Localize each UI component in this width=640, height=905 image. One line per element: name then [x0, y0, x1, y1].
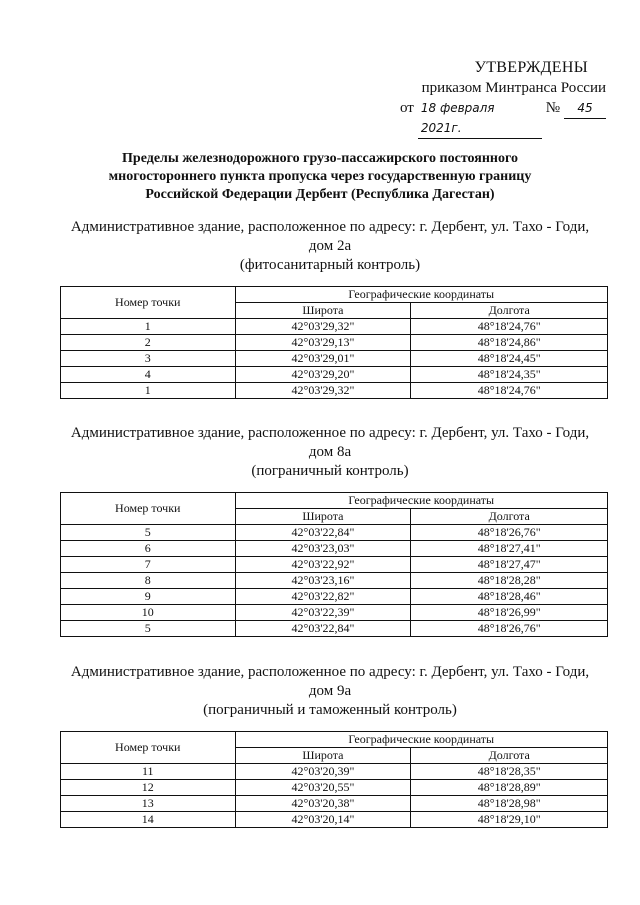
- latitude-cell: 42°03'22,84": [235, 621, 411, 637]
- longitude-cell: 48°18'24,86": [411, 335, 608, 351]
- point-cell: 7: [61, 557, 236, 573]
- table-row: [61, 796, 608, 812]
- point-cell: 9: [61, 589, 236, 605]
- longitude-cell: 48°18'28,46": [411, 589, 608, 605]
- approval-order-line: приказом Минтранса России: [421, 80, 606, 96]
- section-2-address: Административное здание, расположенное по адресу: г. Дербент, ул. Тахо - Годи,: [70, 425, 590, 441]
- table-row: [61, 319, 608, 335]
- point-cell: 1: [61, 319, 236, 335]
- latitude-cell: 42°03'29,32": [235, 383, 411, 399]
- col-geo-coordinates: Географические координаты: [235, 287, 607, 303]
- latitude-cell: 42°03'22,92": [235, 557, 411, 573]
- latitude-cell: 42°03'29,01": [235, 351, 411, 367]
- table-row: [61, 812, 608, 828]
- point-cell: 10: [61, 605, 236, 621]
- table-row: [61, 525, 608, 541]
- section-2-house: дом 8а: [308, 444, 352, 460]
- point-cell: 13: [61, 796, 236, 812]
- longitude-cell: 48°18'28,35": [411, 764, 608, 780]
- title-line-1: Пределы железнодорожного грузо-пассажирского постоянного: [122, 151, 518, 166]
- latitude-cell: 42°03'29,32": [235, 319, 411, 335]
- longitude-cell: 48°18'27,41": [411, 541, 608, 557]
- latitude-cell: 42°03'20,14": [235, 812, 411, 828]
- point-cell: 3: [61, 351, 236, 367]
- col-point-number: Номер точки: [61, 732, 236, 764]
- table-row: [61, 780, 608, 796]
- col-geo-coordinates: Географические координаты: [235, 732, 607, 748]
- point-cell: 5: [61, 525, 236, 541]
- approval-block: [400, 58, 620, 139]
- table-row: [61, 573, 608, 589]
- latitude-cell: 42°03'23,03": [235, 541, 411, 557]
- table-row: [61, 605, 608, 621]
- from-prefix: от: [400, 100, 414, 116]
- point-cell: 2: [61, 335, 236, 351]
- table-row: [61, 351, 608, 367]
- col-geo-coordinates: Географические координаты: [235, 493, 607, 509]
- approval-heading: УТВЕРЖДЕНЫ: [474, 59, 588, 76]
- title-line-2: многостороннего пункта пропуска через государственную границу: [108, 169, 532, 184]
- latitude-cell: 42°03'20,55": [235, 780, 411, 796]
- latitude-cell: 42°03'29,20": [235, 367, 411, 383]
- longitude-cell: 48°18'24,35": [411, 367, 608, 383]
- section-1-control-type: (фитосанитарный контроль): [239, 257, 421, 273]
- longitude-cell: 48°18'27,47": [411, 557, 608, 573]
- longitude-cell: 48°18'26,76": [411, 621, 608, 637]
- col-latitude: Широта: [235, 303, 411, 319]
- section-3-heading: [50, 663, 610, 720]
- col-longitude: Долгота: [411, 509, 608, 525]
- table-row: [61, 589, 608, 605]
- longitude-cell: 48°18'29,10": [411, 812, 608, 828]
- point-cell: 5: [61, 621, 236, 637]
- title-line-3: Российской Федерации Дербент (Республика Дагестан): [145, 187, 495, 202]
- point-cell: 6: [61, 541, 236, 557]
- point-cell: 12: [61, 780, 236, 796]
- section-1-address: Административное здание, расположенное по адресу: г. Дербент, ул. Тахо - Годи,: [70, 219, 590, 235]
- point-cell: 1: [61, 383, 236, 399]
- point-cell: 14: [61, 812, 236, 828]
- latitude-cell: 42°03'22,39": [235, 605, 411, 621]
- longitude-cell: 48°18'24,76": [411, 383, 608, 399]
- section-2-control-type: (пограничный контроль): [251, 463, 409, 479]
- col-point-number: Номер точки: [61, 287, 236, 319]
- longitude-cell: 48°18'24,76": [411, 319, 608, 335]
- longitude-cell: 48°18'26,76": [411, 525, 608, 541]
- longitude-cell: 48°18'28,98": [411, 796, 608, 812]
- table-row: [61, 335, 608, 351]
- table-row: [61, 621, 608, 637]
- section-1-house: дом 2а: [308, 238, 352, 254]
- latitude-cell: 42°03'23,16": [235, 573, 411, 589]
- latitude-cell: 42°03'20,39": [235, 764, 411, 780]
- longitude-cell: 48°18'26,99": [411, 605, 608, 621]
- table-row: [61, 557, 608, 573]
- handwritten-date: 18 февраля 2021г.: [418, 98, 542, 139]
- longitude-cell: 48°18'28,89": [411, 780, 608, 796]
- latitude-cell: 42°03'22,82": [235, 589, 411, 605]
- table-row: [61, 541, 608, 557]
- longitude-cell: 48°18'28,28": [411, 573, 608, 589]
- section-1-heading: [50, 218, 610, 275]
- longitude-cell: 48°18'24,45": [411, 351, 608, 367]
- point-cell: 11: [61, 764, 236, 780]
- col-latitude: Широта: [235, 748, 411, 764]
- latitude-cell: 42°03'22,84": [235, 525, 411, 541]
- handwritten-number: 45: [564, 98, 606, 119]
- point-cell: 4: [61, 367, 236, 383]
- latitude-cell: 42°03'20,38": [235, 796, 411, 812]
- section-3-table: [60, 731, 608, 828]
- table-row: [61, 383, 608, 399]
- section-3-control-type: (пограничный и таможенный контроль): [203, 702, 457, 718]
- table-row: [61, 764, 608, 780]
- section-3-address: Административное здание, расположенное по адресу: г. Дербент, ул. Тахо - Годи,: [70, 664, 590, 680]
- col-longitude: Долгота: [411, 748, 608, 764]
- section-2-heading: [50, 424, 610, 481]
- section-1-table: [60, 286, 608, 399]
- col-longitude: Долгота: [411, 303, 608, 319]
- latitude-cell: 42°03'29,13": [235, 335, 411, 351]
- section-2-table: [60, 492, 608, 637]
- col-latitude: Широта: [235, 509, 411, 525]
- number-prefix: №: [545, 100, 561, 116]
- table-row: [61, 367, 608, 383]
- col-point-number: Номер точки: [61, 493, 236, 525]
- point-cell: 8: [61, 573, 236, 589]
- order-reference: [400, 98, 620, 139]
- section-3-house: дом 9а: [308, 683, 352, 699]
- document-title: [60, 150, 580, 204]
